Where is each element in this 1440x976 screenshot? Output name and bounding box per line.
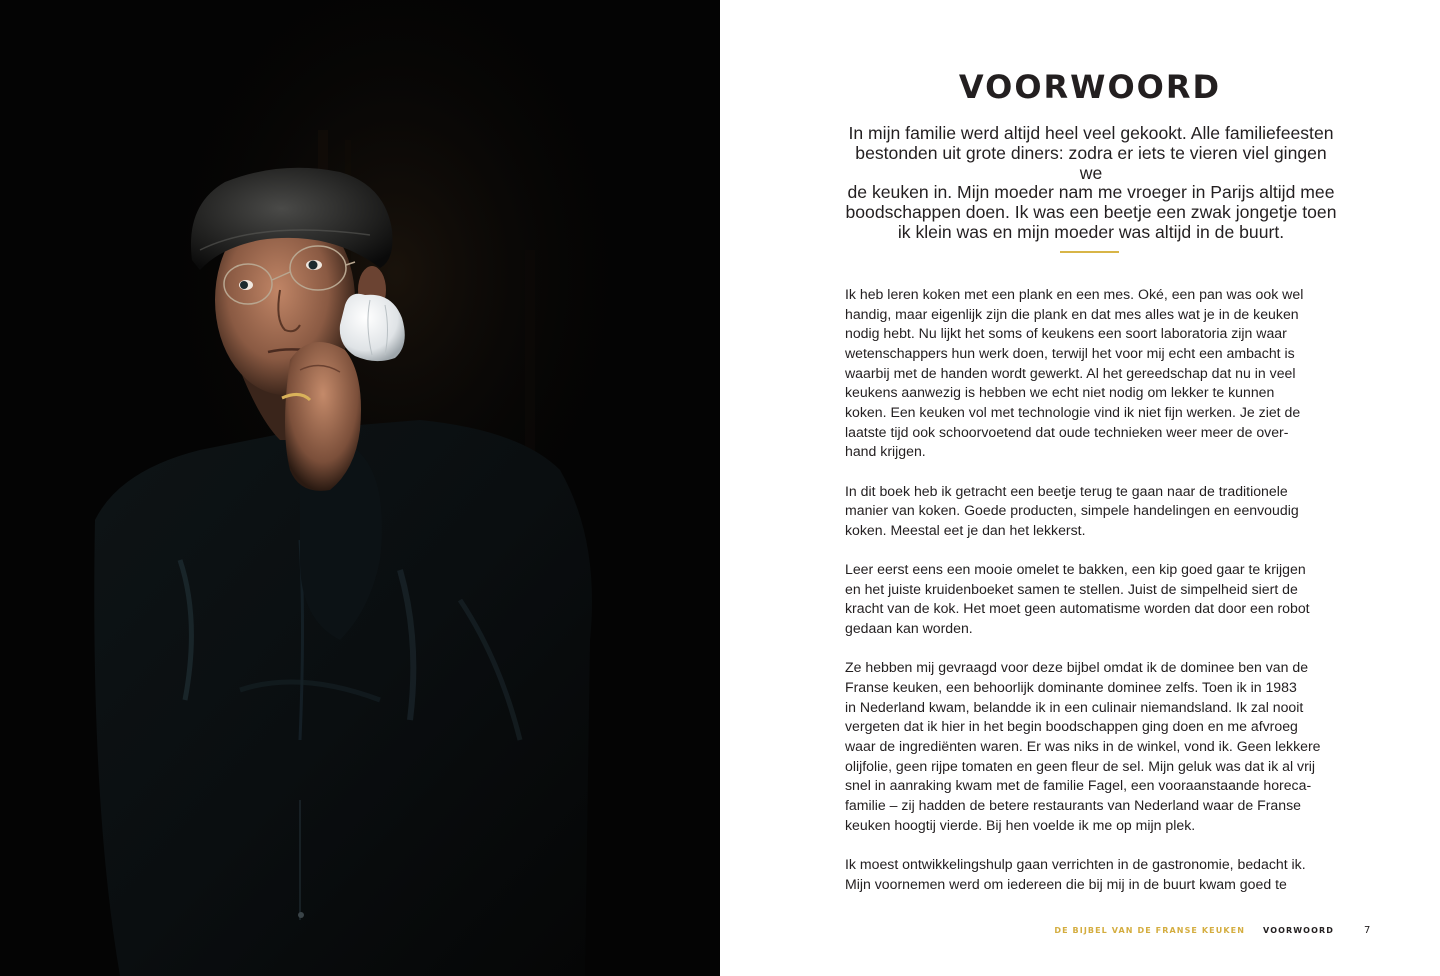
- text-line: gedaan kan worden.: [845, 620, 973, 637]
- text-line: in Nederland kwam, belandde ik in een culinair niemandsland. Ik zal nooit: [845, 698, 1304, 715]
- text-line: keuken hoogtij vierde. Bij hen voelde ik me op mijn plek.: [845, 816, 1196, 833]
- paragraph: [845, 560, 1345, 639]
- intro-line: ik klein was en mijn moeder was altijd in de buurt.: [897, 221, 1285, 242]
- text-page: [720, 0, 1440, 976]
- intro-line: In mijn familie werd altijd heel veel gekookt. Alle familiefeesten: [848, 123, 1334, 143]
- text-line: Ik moest ontwikkelingshulp gaan verrichten in de gastronomie, bedacht ik.: [845, 855, 1306, 872]
- paragraph: [845, 482, 1345, 541]
- running-footer: [720, 926, 1440, 938]
- text-line: Ze hebben mij gevraagd voor deze bijbel omdat ik de dominee ben van de: [845, 659, 1309, 676]
- paragraph: [845, 855, 1345, 894]
- intro-line: de keuken in. Mijn moeder nam me vroeger in Parijs altijd mee: [847, 182, 1335, 203]
- text-line: familie – zij hadden de betere restaurants van Nederland waar de Franse: [845, 797, 1301, 814]
- body-text: [845, 285, 1345, 914]
- text-line: olijfolie, geen rijpe tomaten en geen fleur de sel. Mijn geluk was dat ik al vrij: [845, 757, 1316, 774]
- text-line: waarbij met de handen wordt gewerkt. Al het gereedschap dat nu in veel: [845, 364, 1296, 381]
- text-line: nodig hebt. Nu lijkt het soms of keukens een soort laboratoria zijn waar: [845, 325, 1287, 342]
- text-line: snel in aanraking kwam met de familie Fagel, een vooraanstaande horeca-: [845, 777, 1312, 794]
- text-line: kracht van de kok. Het moet geen automatisme worden dat door een robot: [845, 600, 1310, 617]
- text-line: keukens aanwezig is hebben we echt niet nodig om lekker te kunnen: [845, 384, 1275, 401]
- text-line: laatste tijd ook schoorvoetend dat oude technieken weer meer de over-: [845, 423, 1289, 440]
- text-line: hand krijgen.: [845, 443, 926, 460]
- text-line: Leer eerst eens een mooie omelet te bakken, een kip goed gaar te krijgen: [845, 561, 1306, 578]
- intro-paragraph: [844, 124, 1338, 243]
- paragraph: [845, 285, 1345, 462]
- text-line: manier van koken. Goede producten, simpele handelingen en eenvoudig: [845, 502, 1299, 519]
- text-line: Ik heb leren koken met een plank en een mes. Oké, een pan was ook wel: [845, 286, 1304, 302]
- footer-book-title: DE BIJBEL VAN DE FRANSE KEUKEN: [1054, 926, 1245, 935]
- text-line: vergeten dat ik hier in het begin boodschappen ging doen en me afvroeg: [845, 718, 1298, 735]
- text-line: Mijn voornemen werd om iedereen die bij mij in de buurt kwam goed te: [845, 875, 1287, 892]
- paragraph: [845, 658, 1345, 835]
- text-line: handig, maar eigenlijk zijn die plank en dat mes alles wat je in de keuken: [845, 305, 1299, 322]
- intro-line: boodschappen doen. Ik was een beetje een zwak jongetje toen: [845, 202, 1337, 223]
- text-line: waar de ingrediënten waren. Er was niks in de winkel, vond ik. Geen lekkere: [845, 738, 1321, 755]
- page-number: 7: [1364, 925, 1371, 936]
- text-line: In dit boek heb ik getracht een beetje terug te gaan naar de traditionele: [845, 482, 1288, 499]
- gold-divider: [1060, 251, 1119, 253]
- text-line: en het juiste kruidenboeket samen te stellen. Juist de simpelheid siert de: [845, 580, 1298, 597]
- page-title: VOORWOORD: [958, 68, 1222, 106]
- text-line: wetenschappers hun werk doen, terwijl het voor mij echt een ambacht is: [845, 344, 1295, 361]
- intro-line: bestonden uit grote diners: zodra er iets te vieren viel gingen we: [855, 142, 1327, 183]
- text-line: koken. Een keuken vol met technologie vind ik niet fijn werken. Je ziet de: [845, 403, 1301, 420]
- text-line: koken. Meestal eet je dan het lekkerst.: [845, 521, 1086, 538]
- text-line: Franse keuken, een behoorlijk dominante dominee zelfs. Toen ik in 1983: [845, 679, 1297, 696]
- footer-chapter-title: VOORWOORD: [1263, 926, 1334, 935]
